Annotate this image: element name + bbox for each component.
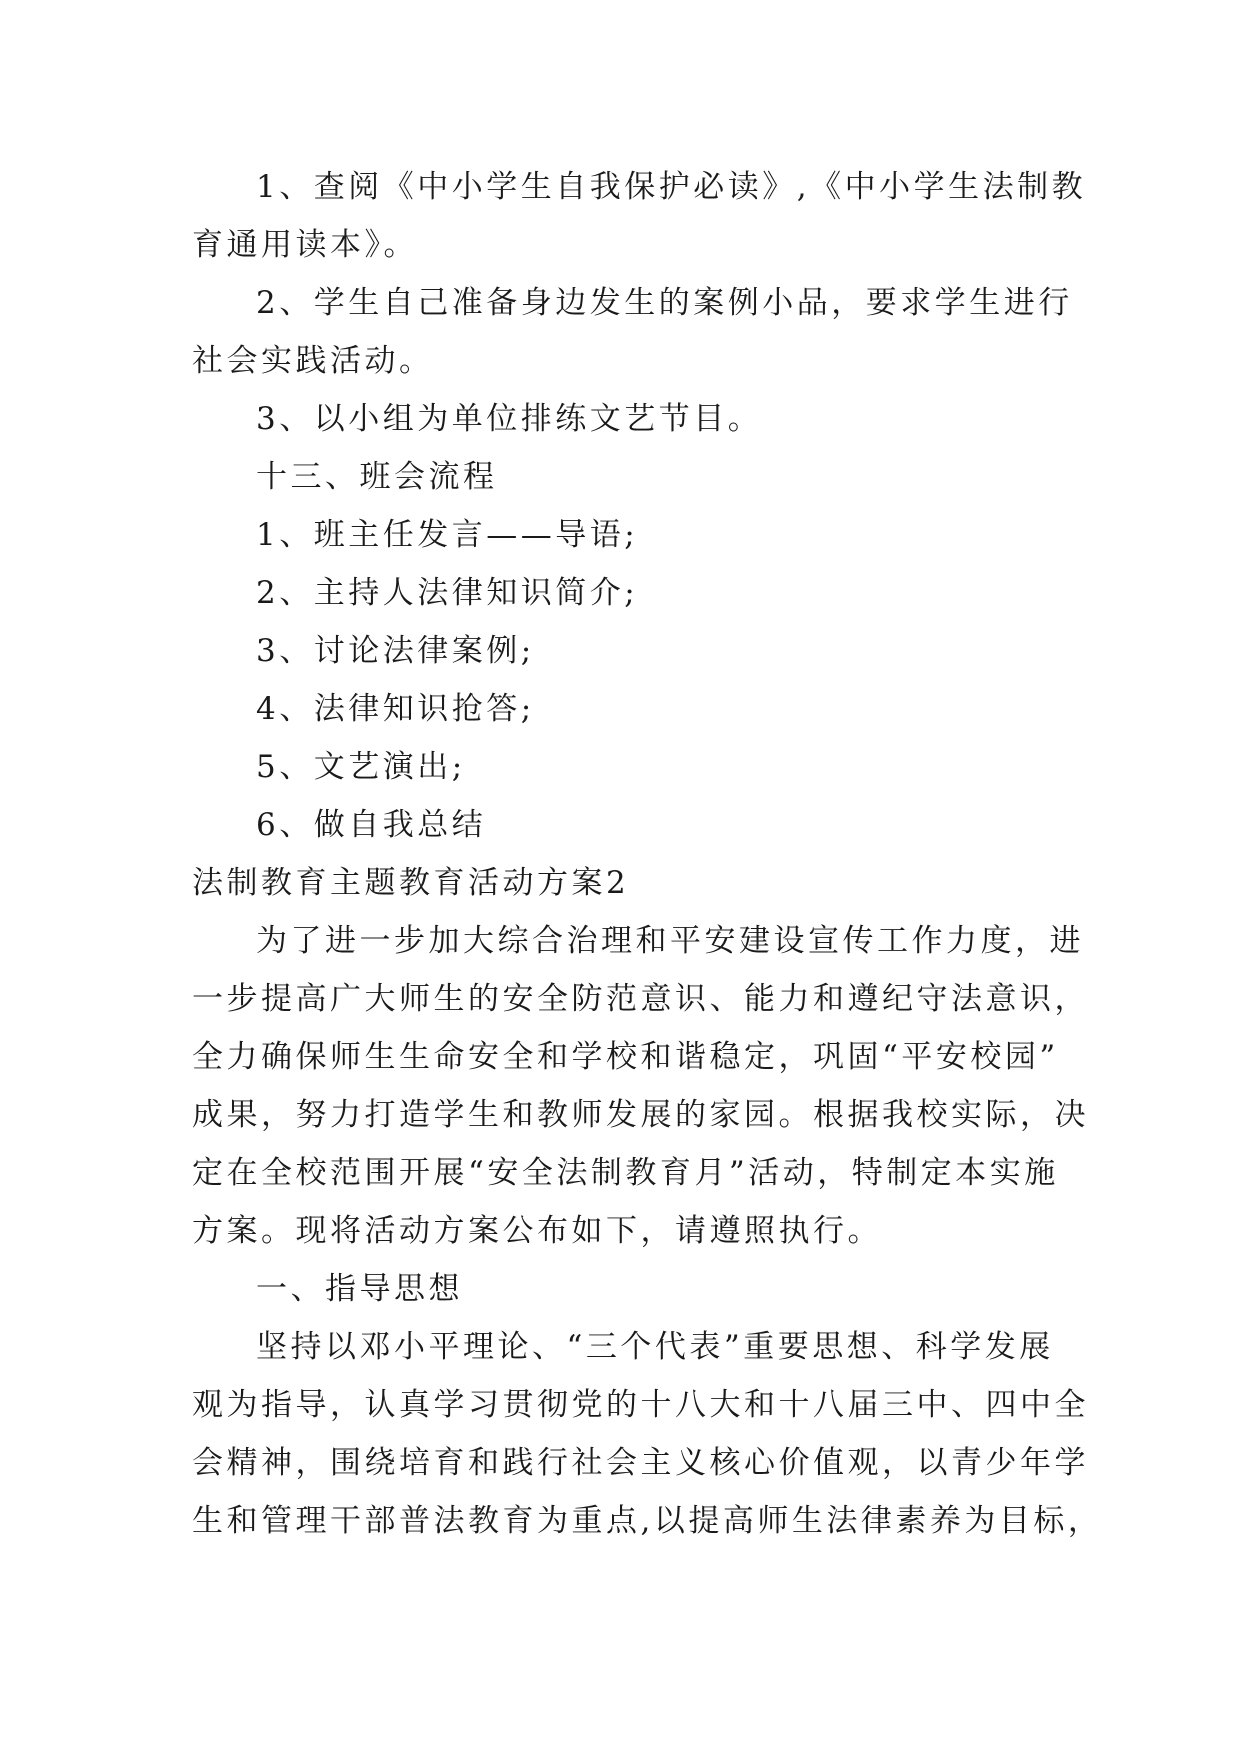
paragraph-line: 定在全校范围开展“安全法制教育月”活动，特制定本实施 (192, 1155, 1059, 1191)
paragraph-line: 全力确保师生生命安全和学校和谐稳定，巩固“平安校园” (192, 1039, 1059, 1075)
list-item: 2、主持人法律知识简介; (256, 575, 639, 611)
paragraph-line: 生和管理干部普法教育为重点,以提高师生法律素养为目标， (192, 1503, 1103, 1539)
list-item: 3、以小组为单位排练文艺节目。 (256, 401, 763, 437)
document-body (192, 158, 1103, 1550)
list-item: 5、文艺演出; (256, 749, 466, 785)
paragraph-line: 方案。现将活动方案公布如下，请遵照执行。 (192, 1213, 882, 1249)
list-item-continuation: 社会实践活动。 (192, 343, 434, 379)
list-item: 4、法律知识抢答; (256, 691, 535, 727)
paragraph-line: 成果，努力打造学生和教师发展的家园。根据我校实际，决 (192, 1097, 1089, 1133)
section-heading: 十三、班会流程 (256, 459, 498, 495)
document-title: 法制教育主题教育活动方案2 (192, 865, 630, 901)
list-item: 6、做自我总结 (256, 807, 487, 843)
paragraph-line: 坚持以邓小平理论、“三个代表”重要思想、科学发展 (256, 1329, 1054, 1365)
list-item-continuation: 育通用读本》。 (192, 227, 418, 263)
list-item: 2、学生自己准备身边发生的案例小品，要求学生进行 (256, 285, 1073, 321)
section-heading: 一、指导思想 (256, 1271, 463, 1307)
paragraph-line: 会精神，围绕培育和践行社会主义核心价值观，以青少年学 (192, 1445, 1089, 1481)
list-item: 3、讨论法律案例; (256, 633, 535, 669)
paragraph-line: 为了进一步加大综合治理和平安建设宣传工作力度，进 (256, 923, 1084, 959)
list-item: 1、查阅《中小学生自我保护必读》,《中小学生法制教 (256, 169, 1087, 205)
paragraph-line: 观为指导，认真学习贯彻党的十八大和十八届三中、四中全 (192, 1387, 1089, 1423)
list-item: 1、班主任发言——导语; (256, 517, 639, 553)
paragraph-line: 一步提高广大师生的安全防范意识、能力和遵纪守法意识， (192, 981, 1089, 1017)
